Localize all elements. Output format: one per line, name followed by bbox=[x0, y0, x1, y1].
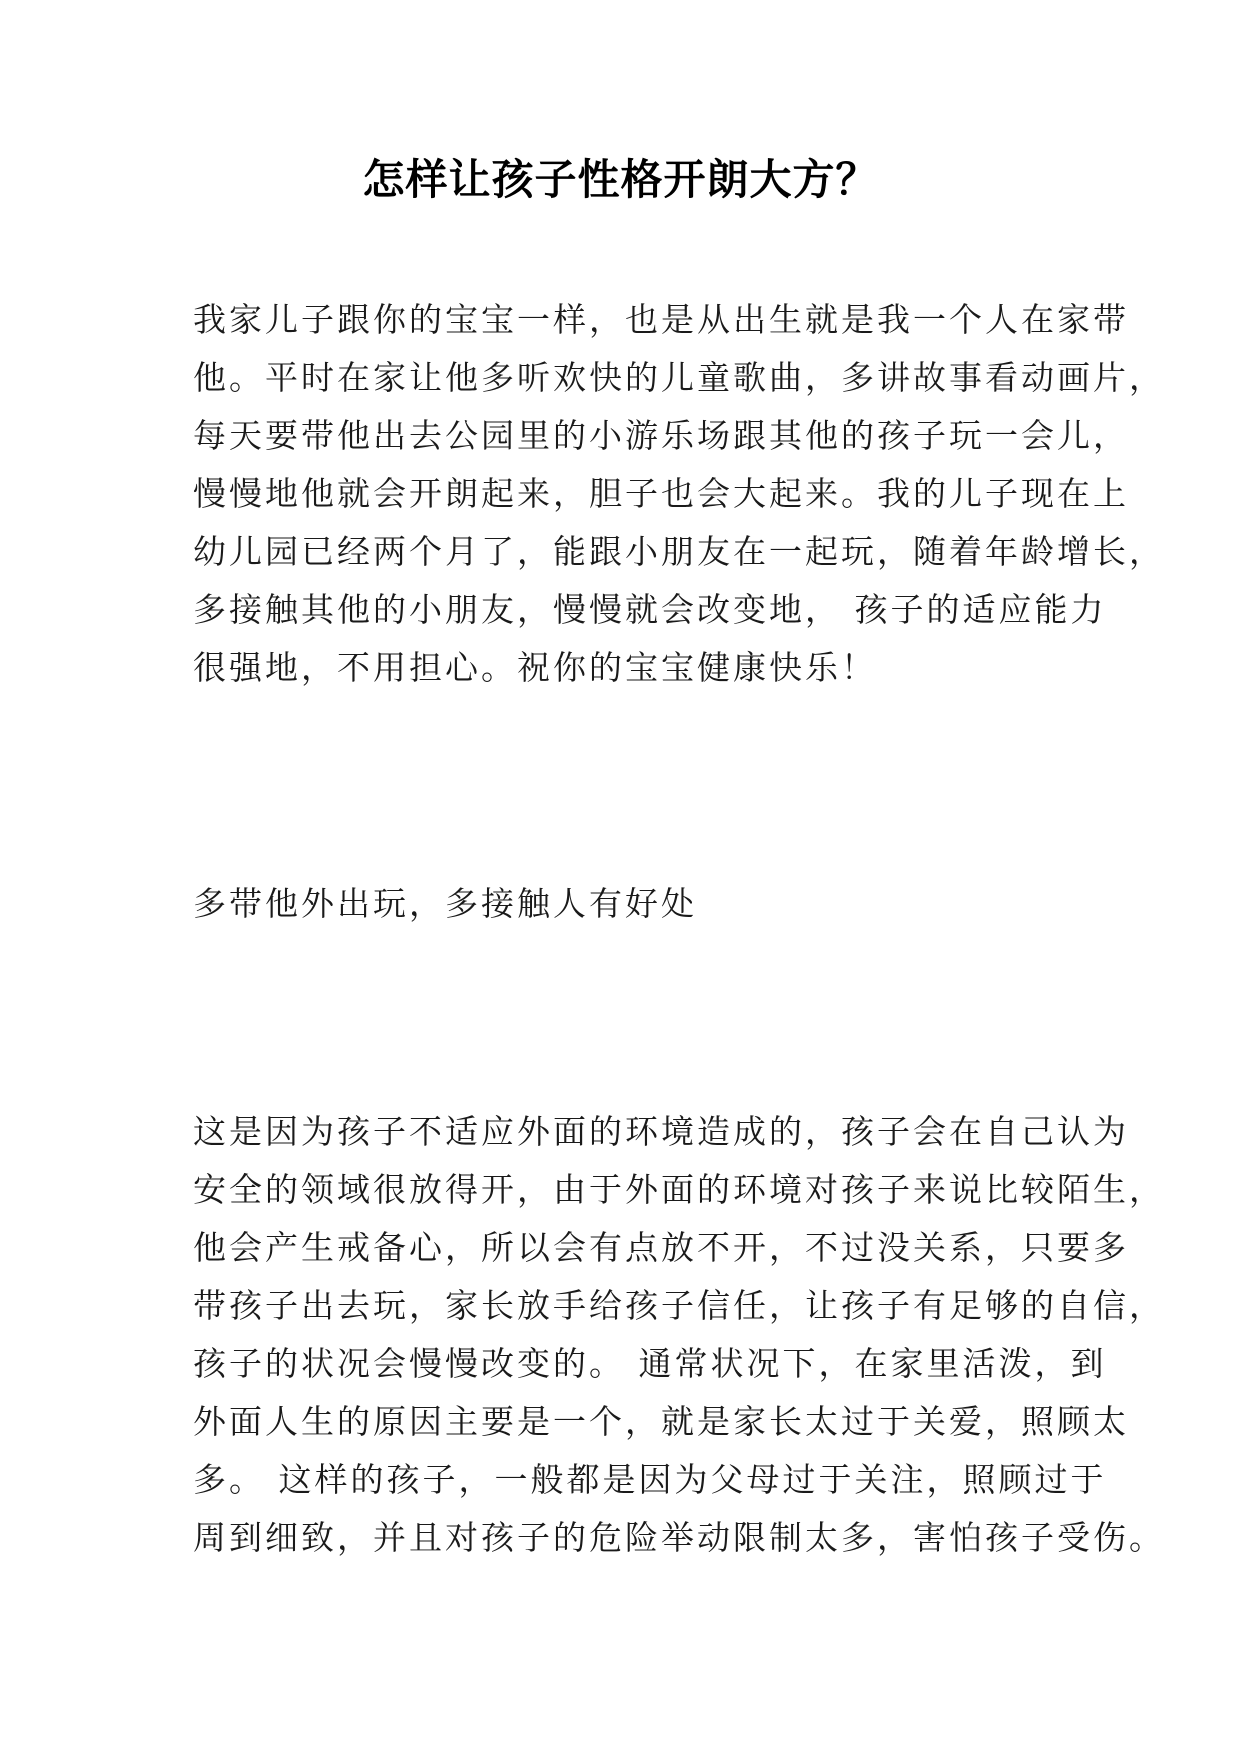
text-line: 这是因为孩子不适应外面的环境造成的，孩子会在自己认为 bbox=[193, 1112, 1129, 1151]
text-line: 他会产生戒备心，所以会有点放不开，不过没关系，只要多 bbox=[193, 1228, 1129, 1267]
text-line: 我家儿子跟你的宝宝一样，也是从出生就是我一个人在家带 bbox=[193, 300, 1129, 339]
text-line: 他。平时在家让他多听欢快的儿童歌曲，多讲故事看动画片， bbox=[193, 358, 1165, 397]
text-line: 安全的领域很放得开，由于外面的环境对孩子来说比较陌生， bbox=[193, 1170, 1165, 1209]
text-line: 多带他外出玩，多接触人有好处 bbox=[193, 884, 697, 923]
text-line: 孩子的状况会慢慢改变的。 通常状况下，在家里活泼，到 bbox=[193, 1344, 1107, 1383]
text-line: 带孩子出去玩，家长放手给孩子信任，让孩子有足够的自信， bbox=[193, 1286, 1165, 1325]
text-line: 外面人生的原因主要是一个，就是家长太过于关爱，照顾太 bbox=[193, 1402, 1129, 1441]
text-line: 每天要带他出去公园里的小游乐场跟其他的孩子玩一会儿， bbox=[193, 416, 1129, 455]
paragraph-1 bbox=[193, 291, 1165, 697]
text-line: 多。 这样的孩子，一般都是因为父母过于关注，照顾过于 bbox=[193, 1460, 1107, 1499]
text-line: 很强地，不用担心。祝你的宝宝健康快乐！ bbox=[193, 648, 877, 687]
text-line: 周到细致，并且对孩子的危险举动限制太多，害怕孩子受伤。 bbox=[193, 1518, 1165, 1557]
text-line: 慢慢地他就会开朗起来，胆子也会大起来。我的儿子现在上 bbox=[193, 474, 1129, 513]
paragraph-3 bbox=[193, 1103, 1165, 1567]
document-title: 怎样让孩子性格开朗大方？ bbox=[362, 155, 879, 204]
paragraph-2 bbox=[193, 875, 1073, 933]
text-line: 幼儿园已经两个月了，能跟小朋友在一起玩，随着年龄增长， bbox=[193, 532, 1165, 571]
text-line: 多接触其他的小朋友，慢慢就会改变地， 孩子的适应能力 bbox=[193, 590, 1107, 629]
